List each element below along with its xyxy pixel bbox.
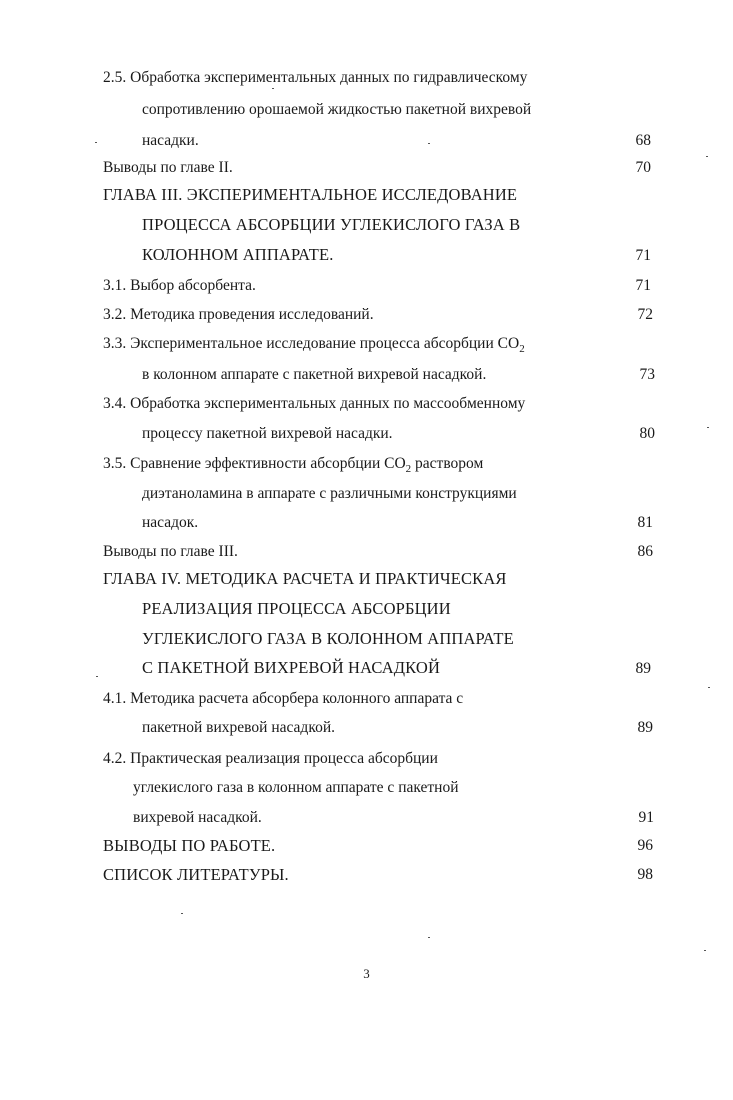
toc-line: 4.1. Методика расчета абсорбера колонного аппарата с (103, 690, 464, 707)
scan-speck (272, 88, 274, 89)
toc-line-text: 3.5. Сравнение эффективности абсорбции СО (103, 455, 406, 472)
toc-line (103, 454, 483, 479)
toc-line: в колонном аппарате с пакетной вихревой насадкой. (142, 366, 487, 383)
subscript: 2 (405, 463, 412, 476)
toc-line: 3.1. Выбор абсорбента. (103, 277, 256, 294)
toc-chapter-heading: С ПАКЕТНОЙ ВИХРЕВОЙ НАСАДКОЙ (142, 658, 441, 677)
toc-chapter-heading: СПИСОК ЛИТЕРАТУРЫ. (103, 865, 289, 884)
toc-page-number: 96 (637, 837, 653, 854)
toc-chapter-heading: ПРОЦЕССА АБСОРБЦИИ УГЛЕКИСЛОГО ГАЗА В (142, 215, 521, 234)
toc-page-number: 70 (635, 159, 651, 176)
toc-chapter-heading: РЕАЛИЗАЦИЯ ПРОЦЕССА АБСОРБЦИИ (142, 599, 451, 618)
toc-line: Выводы по главе II. (103, 159, 233, 176)
toc-line: 4.2. Практическая реализация процесса абсорбции (103, 750, 438, 767)
toc-line: пакетной вихревой насадкой. (142, 719, 335, 736)
toc-page-number: 91 (638, 809, 654, 826)
toc-line: 3.2. Методика проведения исследований. (103, 306, 374, 323)
scan-speck (428, 143, 430, 144)
toc-page-number: 86 (637, 543, 653, 560)
toc-page-number: 89 (635, 660, 651, 677)
toc-page-number: 80 (639, 425, 655, 442)
scan-speck (95, 142, 97, 143)
toc-page-number: 68 (635, 132, 651, 149)
toc-page-number: 71 (635, 277, 651, 294)
toc-line: Выводы по главе III. (103, 543, 238, 560)
toc-page-number: 72 (637, 306, 653, 323)
scan-speck (704, 950, 706, 951)
toc-page-number: 81 (637, 514, 653, 531)
toc-chapter-heading: КОЛОННОМ АППАРАТЕ. (142, 245, 334, 264)
toc-chapter-heading: ВЫВОДЫ ПО РАБОТЕ. (103, 836, 276, 855)
toc-line: диэтаноламина в аппарате с различными конструкциями (142, 485, 517, 502)
toc-line: насадки. (142, 132, 199, 149)
toc-line-text: раствором (411, 455, 484, 472)
scan-speck (707, 427, 709, 428)
toc-page-number: 71 (635, 247, 651, 264)
toc-line: процессу пакетной вихревой насадки. (142, 425, 393, 442)
toc-line: сопротивлению орошаемой жидкостью пакетной вихревой (142, 101, 532, 118)
toc-line: вихревой насадкой. (133, 809, 262, 826)
toc-chapter-heading: УГЛЕКИСЛОГО ГАЗА В КОЛОННОМ АППАРАТЕ (142, 629, 514, 648)
toc-line: 3.4. Обработка экспериментальных данных по массообменному (103, 395, 526, 412)
scan-speck (428, 937, 430, 938)
scan-speck (706, 156, 708, 157)
scan-speck (708, 687, 710, 688)
subscript: 2 (519, 343, 525, 356)
toc-line: 2.5. Обработка экспериментальных данных по гидравлическому (103, 69, 528, 86)
toc-line: углекислого газа в колонном аппарате с пакетной (133, 779, 459, 796)
toc-page-number: 89 (637, 719, 653, 736)
toc-line-text: 3.3. Экспериментальное исследование процесса абсорбции СО (103, 335, 520, 352)
toc-page-number: 73 (639, 366, 655, 383)
toc-page-number: 98 (637, 866, 653, 883)
page-number: 3 (363, 966, 370, 981)
toc-chapter-heading: ГЛАВА IV. МЕТОДИКА РАСЧЕТА И ПРАКТИЧЕСКАЯ (103, 569, 507, 588)
scan-speck (181, 913, 183, 914)
toc-line: насадок. (142, 514, 199, 531)
scan-speck (96, 676, 98, 677)
toc-line (103, 334, 525, 359)
toc-chapter-heading: ГЛАВА III. ЭКСПЕРИМЕНТАЛЬНОЕ ИССЛЕДОВАНИЕ (103, 185, 518, 204)
